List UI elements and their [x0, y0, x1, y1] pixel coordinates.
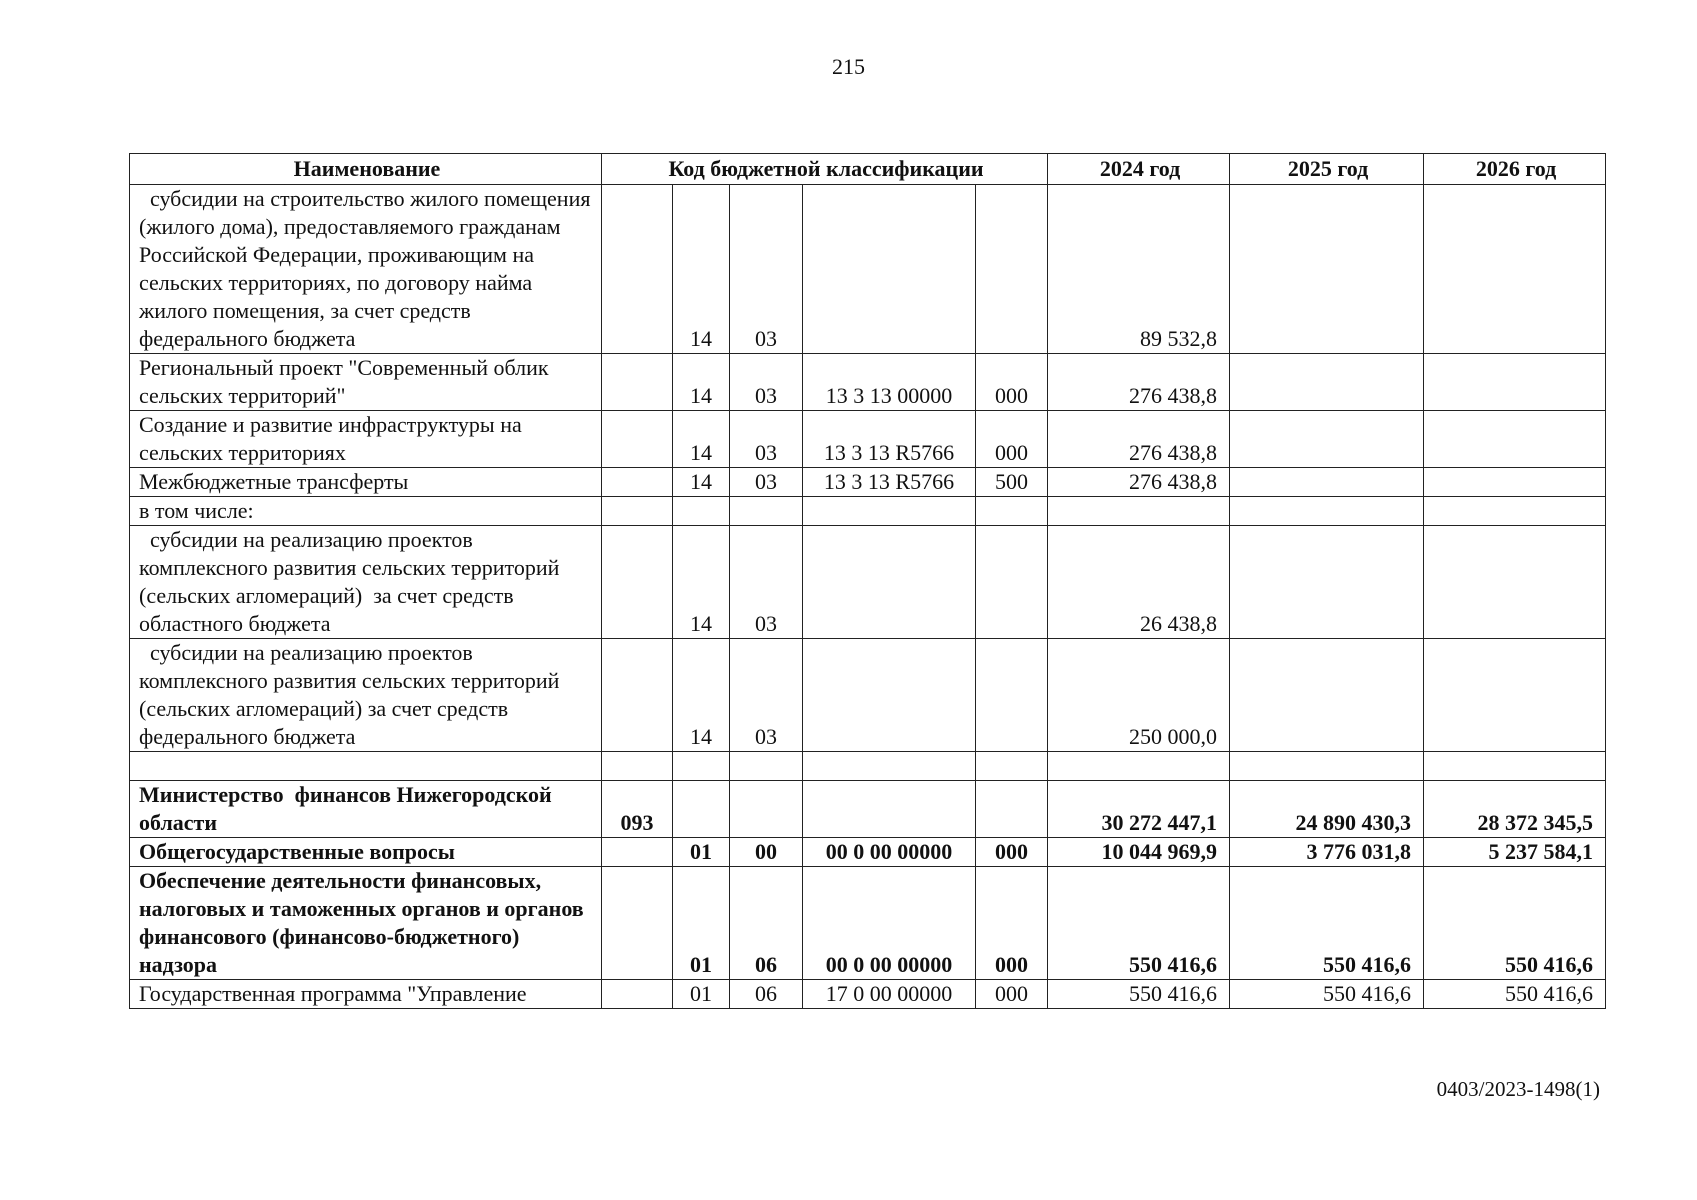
cell-target-article-code: 00 0 00 00000 — [803, 838, 976, 867]
cell-2024: 550 416,6 — [1048, 867, 1230, 980]
cell-subsection-code: 00 — [730, 838, 803, 867]
cell-2025 — [1230, 639, 1424, 752]
cell-ved-code — [602, 980, 673, 1009]
cell-ved-code — [602, 185, 673, 354]
page-number: 215 — [832, 54, 865, 79]
cell-subsection-code — [730, 752, 803, 781]
cell-ved-code — [602, 497, 673, 526]
cell-2026 — [1424, 526, 1606, 639]
cell-name: Региональный проект "Современный облик сельских территорий" — [130, 354, 602, 411]
cell-expense-type-code — [976, 497, 1048, 526]
cell-target-article-code — [803, 526, 976, 639]
cell-subsection-code: 03 — [730, 411, 803, 468]
cell-target-article-code — [803, 497, 976, 526]
cell-section-code — [673, 781, 730, 838]
cell-section-code: 01 — [673, 867, 730, 980]
table-row — [130, 980, 1606, 1009]
cell-ved-code — [602, 867, 673, 980]
cell-name: Министерство финансов Нижегородской области — [130, 781, 602, 838]
cell-name: субсидии на реализацию проектов комплексного развития сельских территорий (сельских агломераций) за счет средств областного бюджета — [130, 526, 602, 639]
cell-2024: 550 416,6 — [1048, 980, 1230, 1009]
cell-2025 — [1230, 185, 1424, 354]
cell-target-article-code — [803, 185, 976, 354]
cell-2025: 24 890 430,3 — [1230, 781, 1424, 838]
cell-name: Создание и развитие инфраструктуры на сельских территориях — [130, 411, 602, 468]
cell-2026 — [1424, 468, 1606, 497]
cell-expense-type-code — [976, 752, 1048, 781]
cell-section-code: 14 — [673, 468, 730, 497]
table-row — [130, 867, 1606, 980]
cell-expense-type-code: 000 — [976, 867, 1048, 980]
header-2026: 2026 год — [1424, 154, 1606, 185]
cell-target-article-code: 13 3 13 R5766 — [803, 468, 976, 497]
cell-name — [130, 752, 602, 781]
cell-2025: 3 776 031,8 — [1230, 838, 1424, 867]
cell-ved-code — [602, 468, 673, 497]
cell-subsection-code: 03 — [730, 185, 803, 354]
cell-subsection-code: 03 — [730, 468, 803, 497]
cell-section-code: 14 — [673, 411, 730, 468]
table-row — [130, 468, 1606, 497]
cell-2025 — [1230, 354, 1424, 411]
cell-name: субсидии на реализацию проектов комплексного развития сельских территорий (сельских агломераций) за счет средств федерального бюджета — [130, 639, 602, 752]
cell-expense-type-code: 500 — [976, 468, 1048, 497]
cell-expense-type-code — [976, 526, 1048, 639]
cell-2025 — [1230, 752, 1424, 781]
cell-2025: 550 416,6 — [1230, 980, 1424, 1009]
cell-2024 — [1048, 497, 1230, 526]
cell-2024: 276 438,8 — [1048, 411, 1230, 468]
cell-name: субсидии на строительство жилого помещения (жилого дома), предоставляемого гражданам Российской Федерации, проживающим на сельских территориях, по договору найма жилого помещения, за счет средств федерального бюджета — [130, 185, 602, 354]
table-row — [130, 354, 1606, 411]
cell-2025 — [1230, 411, 1424, 468]
cell-2026: 5 237 584,1 — [1424, 838, 1606, 867]
document-id: 0403/2023-1498(1) — [1436, 1077, 1600, 1101]
cell-2024: 276 438,8 — [1048, 468, 1230, 497]
cell-2025 — [1230, 497, 1424, 526]
table-row — [130, 752, 1606, 781]
cell-expense-type-code — [976, 781, 1048, 838]
table-row — [130, 411, 1606, 468]
cell-name: Межбюджетные трансферты — [130, 468, 602, 497]
table-row — [130, 185, 1606, 354]
cell-subsection-code: 03 — [730, 354, 803, 411]
cell-subsection-code: 06 — [730, 980, 803, 1009]
cell-2026 — [1424, 752, 1606, 781]
cell-subsection-code: 03 — [730, 526, 803, 639]
cell-2026 — [1424, 639, 1606, 752]
cell-2024: 250 000,0 — [1048, 639, 1230, 752]
cell-ved-code — [602, 411, 673, 468]
header-2024: 2024 год — [1048, 154, 1230, 185]
cell-2026 — [1424, 497, 1606, 526]
cell-2026: 550 416,6 — [1424, 867, 1606, 980]
cell-subsection-code: 06 — [730, 867, 803, 980]
cell-expense-type-code: 000 — [976, 980, 1048, 1009]
cell-2025 — [1230, 526, 1424, 639]
cell-2025: 550 416,6 — [1230, 867, 1424, 980]
cell-section-code — [673, 497, 730, 526]
cell-2026: 28 372 345,5 — [1424, 781, 1606, 838]
cell-section-code: 14 — [673, 354, 730, 411]
cell-expense-type-code: 000 — [976, 838, 1048, 867]
cell-name: Общегосударственные вопросы — [130, 838, 602, 867]
table-row — [130, 497, 1606, 526]
cell-section-code: 14 — [673, 185, 730, 354]
cell-name: Обеспечение деятельности финансовых, налоговых и таможенных органов и органов финансового (финансово-бюджетного) надзора — [130, 867, 602, 980]
cell-name: Государственная программа "Управление — [130, 980, 602, 1009]
cell-ved-code — [602, 354, 673, 411]
cell-2024: 276 438,8 — [1048, 354, 1230, 411]
cell-2024: 10 044 969,9 — [1048, 838, 1230, 867]
cell-expense-type-code — [976, 185, 1048, 354]
cell-ved-code — [602, 838, 673, 867]
cell-2026: 550 416,6 — [1424, 980, 1606, 1009]
cell-section-code: 01 — [673, 980, 730, 1009]
cell-subsection-code — [730, 497, 803, 526]
cell-target-article-code — [803, 752, 976, 781]
cell-target-article-code: 13 3 13 00000 — [803, 354, 976, 411]
cell-target-article-code: 00 0 00 00000 — [803, 867, 976, 980]
cell-expense-type-code — [976, 639, 1048, 752]
cell-section-code — [673, 752, 730, 781]
table-row — [130, 838, 1606, 867]
cell-target-article-code: 17 0 00 00000 — [803, 980, 976, 1009]
cell-2025 — [1230, 468, 1424, 497]
header-name: Наименование — [130, 154, 602, 185]
cell-section-code: 14 — [673, 526, 730, 639]
table-row — [130, 526, 1606, 639]
table-row — [130, 639, 1606, 752]
cell-ved-code — [602, 526, 673, 639]
cell-expense-type-code: 000 — [976, 354, 1048, 411]
cell-target-article-code — [803, 781, 976, 838]
cell-target-article-code — [803, 639, 976, 752]
cell-2024: 26 438,8 — [1048, 526, 1230, 639]
cell-subsection-code — [730, 781, 803, 838]
cell-2026 — [1424, 411, 1606, 468]
cell-section-code: 14 — [673, 639, 730, 752]
cell-2024: 30 272 447,1 — [1048, 781, 1230, 838]
cell-2024: 89 532,8 — [1048, 185, 1230, 354]
budget-table — [129, 153, 1606, 1009]
header-code: Код бюджетной классификации — [602, 154, 1048, 185]
cell-2024 — [1048, 752, 1230, 781]
cell-subsection-code: 03 — [730, 639, 803, 752]
cell-ved-code — [602, 639, 673, 752]
cell-target-article-code: 13 3 13 R5766 — [803, 411, 976, 468]
cell-2026 — [1424, 354, 1606, 411]
cell-ved-code — [602, 752, 673, 781]
cell-expense-type-code: 000 — [976, 411, 1048, 468]
table-row — [130, 781, 1606, 838]
cell-name: в том числе: — [130, 497, 602, 526]
cell-section-code: 01 — [673, 838, 730, 867]
header-2025: 2025 год — [1230, 154, 1424, 185]
header-row — [130, 154, 1606, 185]
cell-2026 — [1424, 185, 1606, 354]
cell-ved-code: 093 — [602, 781, 673, 838]
